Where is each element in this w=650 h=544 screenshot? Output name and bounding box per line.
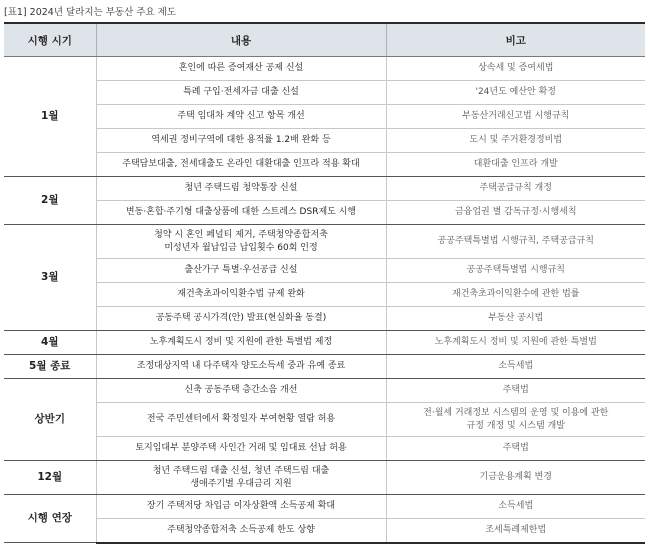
table-caption: [표1] 2024년 달라지는 부동산 주요 제도 [4, 7, 177, 18]
table-row [4, 355, 645, 379]
note-line: 전·월세 거래정보 시스템의 운영 및 이용에 관한 [423, 407, 609, 418]
note-line: 도시 및 주거환경정비법 [469, 135, 563, 145]
note-cell [386, 355, 645, 379]
content-cell [96, 129, 386, 153]
content-cell [96, 225, 386, 259]
period-cell: 3월 [4, 225, 96, 331]
period-cell: 시행 연장 [4, 495, 96, 543]
note-cell [386, 105, 645, 129]
table-row [4, 153, 645, 177]
note-cell [386, 225, 645, 259]
content-line: 청년 주택드림 청약통장 신설 [184, 183, 298, 193]
table-row [4, 129, 645, 153]
note-cell [386, 259, 645, 283]
note-cell [386, 331, 645, 355]
note-cell [386, 307, 645, 331]
note-cell [386, 519, 645, 543]
note-line: 소득세법 [498, 501, 534, 511]
content-cell [96, 403, 386, 437]
note-line: 주택공급규칙 개정 [479, 183, 552, 193]
content-line: 노후계획도시 정비 및 지원에 관한 특별법 제정 [149, 337, 333, 347]
note-line: 금융업권 별 감독규정·시행세칙 [454, 207, 577, 217]
content-cell [96, 201, 386, 225]
header-note: 비고 [386, 23, 645, 57]
content-cell [96, 519, 386, 543]
note-cell [386, 403, 645, 437]
header-period: 시행 시기 [4, 23, 96, 57]
note-cell [386, 177, 645, 201]
content-cell [96, 307, 386, 331]
table-row [4, 495, 645, 519]
content-line: 주택청약종합저축 소득공제 한도 상향 [167, 524, 315, 535]
table-row [4, 461, 645, 495]
note-line: 부동산거래신고법 시행규칙 [462, 111, 570, 121]
content-line: 전국 주민센터에서 확정일자 부여현황 열람 허용 [146, 414, 336, 424]
note-line: 대환대출 인프라 개발 [473, 159, 558, 169]
content-line: 공동주택 공시가격(안) 발표(현실화율 동결) [155, 313, 327, 323]
table-row [4, 81, 645, 105]
content-cell [96, 153, 386, 177]
table-row [4, 225, 645, 259]
content-line: 특례 구입·전세자금 대출 신설 [183, 87, 299, 97]
content-cell [96, 283, 386, 307]
table-row [4, 259, 645, 283]
note-line: 노후계획도시 정비 및 지원에 관한 특별법 [434, 337, 597, 347]
table-row [4, 331, 645, 355]
content-cell [96, 177, 386, 201]
content-line: 청약 시 혼인 페널티 제거, 주택청약종합저축 [154, 229, 328, 240]
content-cell [96, 105, 386, 129]
note-line: 주택법 [502, 385, 529, 395]
period-cell: 상반기 [4, 379, 96, 461]
content-line: 변동·혼합·주기형 대출상품에 대한 스트레스 DSR제도 시행 [125, 207, 357, 217]
note-cell [386, 379, 645, 403]
note-line: 공공주택특별법 시행규칙 [466, 265, 565, 275]
note-line: 소득세법 [498, 361, 534, 371]
policy-table [4, 22, 645, 544]
note-line: 상속세 및 증여세법 [478, 63, 554, 73]
content-line: 장기 주택저당 차입금 이자상환액 소득공제 확대 [146, 501, 336, 511]
content-cell [96, 495, 386, 519]
note-cell [386, 461, 645, 495]
period-cell: 1월 [4, 57, 96, 177]
note-line: 기금운용계획 변경 [479, 472, 552, 482]
table-row [4, 437, 645, 461]
header-row [4, 23, 645, 57]
content-cell [96, 355, 386, 379]
note-cell [386, 495, 645, 519]
note-cell [386, 81, 645, 105]
table-row [4, 379, 645, 403]
content-line: 재건축초과이익환수법 규제 완화 [177, 289, 305, 299]
content-line: 주택 임대차 계약 신고 항목 개선 [177, 111, 305, 121]
table-row [4, 283, 645, 307]
table-row [4, 307, 645, 331]
period-cell: 5월 종료 [4, 355, 96, 379]
table-row [4, 177, 645, 201]
period-cell: 2월 [4, 177, 96, 225]
content-line: 생애주기별 우대금리 지원 [190, 478, 292, 489]
note-cell [386, 437, 645, 461]
note-cell [386, 153, 645, 177]
note-line: 재건축초과이익환수에 관한 법률 [452, 289, 580, 299]
note-cell [386, 129, 645, 153]
note-line: 규정 개정 및 시스템 개발 [466, 420, 565, 431]
header-content: 내용 [96, 23, 386, 57]
content-cell [96, 437, 386, 461]
note-line: 부동산 공시법 [488, 313, 544, 323]
table-row [4, 403, 645, 437]
note-cell [386, 57, 645, 81]
content-cell [96, 57, 386, 81]
table-row [4, 519, 645, 543]
note-cell [386, 283, 645, 307]
note-line: '24년도 예산안 확정 [475, 87, 556, 97]
period-cell: 4월 [4, 331, 96, 355]
content-line: 역세권 정비구역에 대한 용적률 1.2배 완화 등 [151, 135, 331, 145]
content-line: 혼인에 따른 증여재산 공제 신설 [178, 63, 304, 73]
note-line: 주택법 [502, 443, 529, 453]
content-cell [96, 259, 386, 283]
content-cell [96, 461, 386, 495]
note-line: 조세특례제한법 [485, 524, 547, 535]
table-row [4, 105, 645, 129]
content-cell [96, 81, 386, 105]
content-line: 토지임대부 분양주택 사인간 거래 및 임대료 선납 허용 [135, 443, 347, 453]
content-line: 출산가구 특별·우선공급 신설 [184, 265, 298, 275]
note-cell [386, 201, 645, 225]
content-cell [96, 331, 386, 355]
content-cell [96, 379, 386, 403]
note-line: 공공주택특별법 시행규칙, 주택공급규칙 [437, 236, 594, 246]
content-line: 신축 공동주택 층간소음 개선 [184, 385, 298, 395]
content-line: 주택담보대출, 전세대출도 온라인 대환대출 인프라 적용 확대 [122, 159, 360, 169]
table-row [4, 57, 645, 81]
content-line: 청년 주택드림 대출 신설, 청년 주택드림 대출 [152, 465, 330, 476]
table-row [4, 201, 645, 225]
period-cell: 12월 [4, 461, 96, 495]
content-line: 조정대상지역 내 다주택자 양도소득세 중과 유예 종료 [136, 361, 346, 371]
content-line: 미성년자 월납입금 납입횟수 60회 인정 [164, 242, 318, 253]
